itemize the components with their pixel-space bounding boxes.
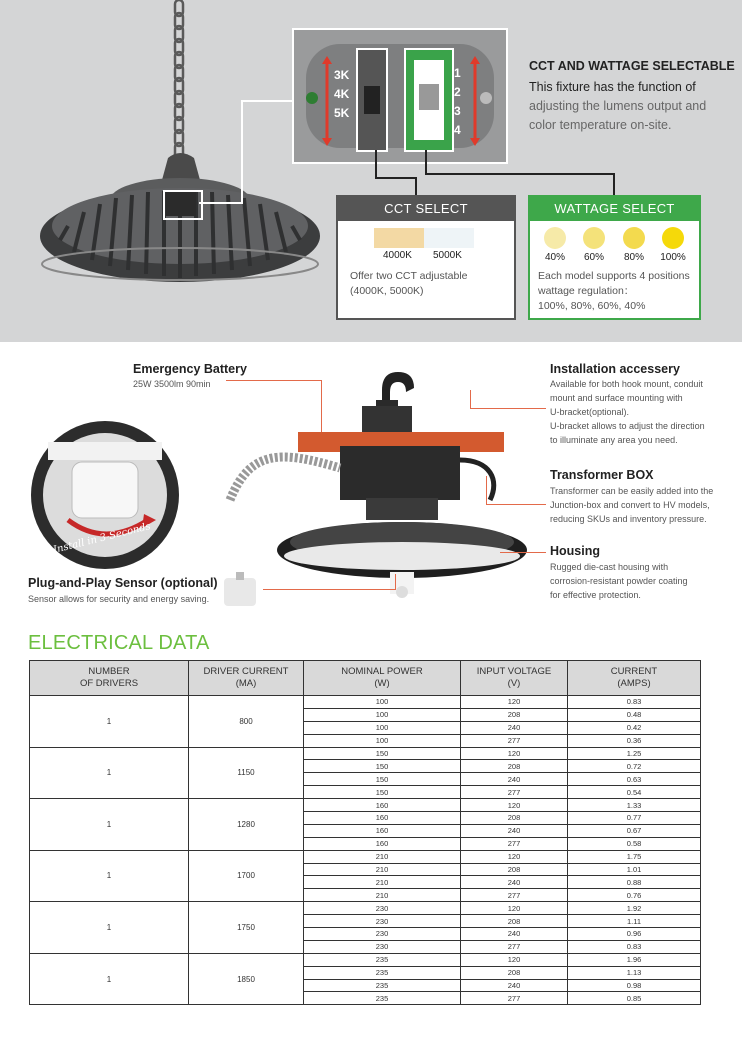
voltage-cell: 120 xyxy=(461,799,568,812)
power-cell: 150 xyxy=(304,773,461,786)
cct-wattage-section xyxy=(0,0,742,342)
voltage-cell: 240 xyxy=(461,876,568,889)
cct-card-heading: CCT SELECT xyxy=(338,197,514,221)
indicator-led xyxy=(306,92,318,104)
voltage-cell: 208 xyxy=(461,966,568,979)
drivers-cell: 1 xyxy=(30,902,189,954)
card-line: wattage regulation： xyxy=(538,285,635,297)
text-line: for effective protection. xyxy=(550,590,641,600)
feature-line: adjusting the lumens output and xyxy=(529,99,707,113)
level-label: 100% xyxy=(660,252,686,263)
text-line: mount and surface mounting with xyxy=(550,393,683,403)
amps-cell: 0.85 xyxy=(568,992,701,1005)
swatch-label: 5000K xyxy=(433,250,462,261)
switch-closeup xyxy=(292,28,508,164)
table-header-row xyxy=(30,661,701,696)
swatch-4000k xyxy=(374,228,424,248)
voltage-cell: 240 xyxy=(461,773,568,786)
wattage-label: 3 xyxy=(454,104,461,118)
leader-line xyxy=(395,574,396,590)
power-cell: 230 xyxy=(304,940,461,953)
swatch-label: 4000K xyxy=(383,250,412,261)
wattage-switch[interactable] xyxy=(404,48,454,152)
amps-cell: 0.83 xyxy=(568,940,701,953)
transformer-text xyxy=(550,484,713,526)
power-cell: 160 xyxy=(304,799,461,812)
driver-current-cell: 1850 xyxy=(189,953,304,1005)
table-row xyxy=(30,953,701,966)
amps-cell: 1.25 xyxy=(568,747,701,760)
text-line: corrosion-resistant powder coating xyxy=(550,576,688,586)
power-cell: 100 xyxy=(304,708,461,721)
amps-cell: 0.88 xyxy=(568,876,701,889)
leader-line xyxy=(263,589,395,590)
table-row xyxy=(30,799,701,812)
driver-current-cell: 1150 xyxy=(189,747,304,799)
voltage-cell: 120 xyxy=(461,696,568,709)
accessory-text xyxy=(550,377,705,447)
amps-cell: 0.63 xyxy=(568,773,701,786)
connector-line xyxy=(375,150,377,178)
power-cell: 210 xyxy=(304,876,461,889)
voltage-cell: 120 xyxy=(461,902,568,915)
leader-line xyxy=(241,100,243,204)
power-cell: 100 xyxy=(304,696,461,709)
connector-line xyxy=(425,150,427,174)
text-line: U-bracket allows to adjust the direction xyxy=(550,421,705,431)
driver-current-cell: 800 xyxy=(189,696,304,748)
feature-title: CCT AND WATTAGE SELECTABLE xyxy=(529,59,735,73)
cct-arrow-icon xyxy=(322,56,332,146)
amps-cell: 0.72 xyxy=(568,760,701,773)
level-dot-60 xyxy=(583,227,605,249)
amps-cell: 0.54 xyxy=(568,786,701,799)
drivers-cell: 1 xyxy=(30,799,189,851)
amps-cell: 1.01 xyxy=(568,863,701,876)
voltage-cell: 240 xyxy=(461,824,568,837)
accessory-title: Installation accessery xyxy=(550,362,680,376)
power-cell: 235 xyxy=(304,992,461,1005)
hanging-chain xyxy=(172,0,186,160)
switch-location-highlight xyxy=(163,190,203,220)
amps-cell: 1.92 xyxy=(568,902,701,915)
level-label: 40% xyxy=(544,252,565,263)
table-row xyxy=(30,747,701,760)
power-cell: 235 xyxy=(304,979,461,992)
level-dot-80 xyxy=(623,227,645,249)
cct-card-text xyxy=(350,269,468,299)
amps-cell: 0.42 xyxy=(568,721,701,734)
voltage-cell: 208 xyxy=(461,915,568,928)
leader-line xyxy=(486,476,487,504)
wattage-label: 4 xyxy=(454,123,461,137)
wattage-label: 2 xyxy=(454,85,461,99)
power-cell: 150 xyxy=(304,786,461,799)
connector-line xyxy=(375,177,417,179)
voltage-cell: 277 xyxy=(461,786,568,799)
driver-current-cell: 1750 xyxy=(189,902,304,954)
amps-cell: 1.13 xyxy=(568,966,701,979)
amps-cell: 0.67 xyxy=(568,824,701,837)
amps-cell: 0.48 xyxy=(568,708,701,721)
sensor-thumbnail xyxy=(218,570,264,612)
amps-cell: 0.36 xyxy=(568,734,701,747)
feature-line: color temperature on-site. xyxy=(529,118,672,132)
amps-cell: 0.58 xyxy=(568,837,701,850)
card-line: 100%, 80%, 60%, 40% xyxy=(538,300,646,312)
emergency-title: Emergency Battery xyxy=(133,362,247,376)
voltage-cell: 277 xyxy=(461,992,568,1005)
leader-line xyxy=(241,100,293,102)
level-label: 60% xyxy=(583,252,604,263)
connector-line xyxy=(613,173,615,195)
voltage-cell: 240 xyxy=(461,979,568,992)
amps-cell: 0.83 xyxy=(568,696,701,709)
text-line: reducing SKUs and inventory pressure. xyxy=(550,514,707,524)
cct-label: 4K xyxy=(334,87,350,101)
power-cell: 160 xyxy=(304,837,461,850)
wattage-label: 1 xyxy=(454,66,461,80)
text-line: to illuminate any area you need. xyxy=(550,435,678,445)
electrical-data-title: ELECTRICAL DATA xyxy=(28,632,210,654)
emergency-text: 25W 3500lm 90min xyxy=(133,379,211,389)
power-cell: 160 xyxy=(304,812,461,825)
driver-current-cell: 1280 xyxy=(189,799,304,851)
voltage-cell: 277 xyxy=(461,837,568,850)
housing-title: Housing xyxy=(550,544,600,558)
feature-description xyxy=(529,78,729,135)
power-cell: 210 xyxy=(304,889,461,902)
cct-label: 5K xyxy=(334,106,350,120)
amps-cell: 1.33 xyxy=(568,799,701,812)
connector-line xyxy=(425,173,615,175)
voltage-cell: 277 xyxy=(461,889,568,902)
sensor-text: Sensor allows for security and energy saving. xyxy=(28,594,210,604)
text-line: Transformer can be easily added into the xyxy=(550,486,714,496)
voltage-cell: 240 xyxy=(461,721,568,734)
high-bay-fixture-image xyxy=(38,140,322,300)
leader-line xyxy=(199,202,243,204)
amps-cell: 0.98 xyxy=(568,979,701,992)
voltage-cell: 208 xyxy=(461,863,568,876)
amps-cell: 1.96 xyxy=(568,953,701,966)
table-row xyxy=(30,696,701,709)
wattage-card-heading: WATTAGE SELECT xyxy=(530,197,699,221)
cct-switch[interactable] xyxy=(356,48,388,152)
amps-cell: 0.77 xyxy=(568,812,701,825)
drivers-cell: 1 xyxy=(30,747,189,799)
voltage-cell: 120 xyxy=(461,747,568,760)
voltage-cell: 120 xyxy=(461,953,568,966)
power-cell: 235 xyxy=(304,953,461,966)
table-body xyxy=(30,696,701,1005)
text-line: Rugged die-cast housing with xyxy=(550,562,669,572)
wattage-arrow-icon xyxy=(470,56,480,146)
power-cell: 235 xyxy=(304,966,461,979)
housing-text xyxy=(550,560,688,602)
card-line: Each model supports 4 positions xyxy=(538,270,690,282)
cct-select-card xyxy=(336,195,516,320)
transformer-title: Transformer BOX xyxy=(550,468,654,482)
cct-label: 3K xyxy=(334,68,350,82)
drivers-cell: 1 xyxy=(30,953,189,1005)
amps-cell: 1.75 xyxy=(568,850,701,863)
column-header: INPUT VOLTAGE (V) xyxy=(461,661,568,696)
wattage-select-card xyxy=(528,195,701,320)
column-header: CURRENT (AMPS) xyxy=(568,661,701,696)
voltage-cell: 277 xyxy=(461,940,568,953)
column-header: NUMBER OF DRIVERS xyxy=(30,661,189,696)
table-row xyxy=(30,850,701,863)
column-header: DRIVER CURRENT (MA) xyxy=(189,661,304,696)
electrical-data-table xyxy=(29,660,701,1005)
power-cell: 230 xyxy=(304,928,461,941)
power-cell: 210 xyxy=(304,863,461,876)
amps-cell: 0.76 xyxy=(568,889,701,902)
card-line: Offer two CCT adjustable xyxy=(350,270,468,282)
drivers-cell: 1 xyxy=(30,696,189,748)
power-cell: 230 xyxy=(304,902,461,915)
voltage-cell: 208 xyxy=(461,708,568,721)
level-dot-100 xyxy=(662,227,684,249)
text-line: Available for both hook mount, conduit xyxy=(550,379,703,389)
connector-line xyxy=(415,177,417,195)
text-line: Junction-box and convert to HV models, xyxy=(550,500,710,510)
amps-cell: 0.96 xyxy=(568,928,701,941)
install-badge: Install in 3-Seconds xyxy=(52,521,152,556)
voltage-cell: 208 xyxy=(461,812,568,825)
wattage-card-text xyxy=(538,269,690,314)
leader-line xyxy=(470,390,471,408)
level-dot-40 xyxy=(544,227,566,249)
feature-line: This fixture has the function of xyxy=(529,80,696,94)
power-cell: 100 xyxy=(304,721,461,734)
voltage-cell: 240 xyxy=(461,928,568,941)
power-cell: 150 xyxy=(304,747,461,760)
voltage-cell: 277 xyxy=(461,734,568,747)
table-row xyxy=(30,902,701,915)
drivers-cell: 1 xyxy=(30,850,189,902)
wattage-switch-labels xyxy=(454,64,461,140)
power-cell: 230 xyxy=(304,915,461,928)
cct-switch-labels xyxy=(334,66,349,123)
voltage-cell: 120 xyxy=(461,850,568,863)
mount-hole xyxy=(480,92,492,104)
power-cell: 150 xyxy=(304,760,461,773)
swatch-5000k xyxy=(424,228,474,248)
card-line: (4000K, 5000K) xyxy=(350,285,424,297)
leader-line xyxy=(500,552,546,553)
leader-line xyxy=(486,504,546,505)
power-cell: 210 xyxy=(304,850,461,863)
level-label: 80% xyxy=(623,252,644,263)
amps-cell: 1.11 xyxy=(568,915,701,928)
voltage-cell: 208 xyxy=(461,760,568,773)
column-header: NOMINAL POWER (W) xyxy=(304,661,461,696)
power-cell: 160 xyxy=(304,824,461,837)
sensor-title: Plug-and-Play Sensor (optional) xyxy=(28,576,218,590)
power-cell: 100 xyxy=(304,734,461,747)
text-line: U-bracket(optional). xyxy=(550,407,630,417)
driver-current-cell: 1700 xyxy=(189,850,304,902)
leader-line xyxy=(470,408,546,409)
